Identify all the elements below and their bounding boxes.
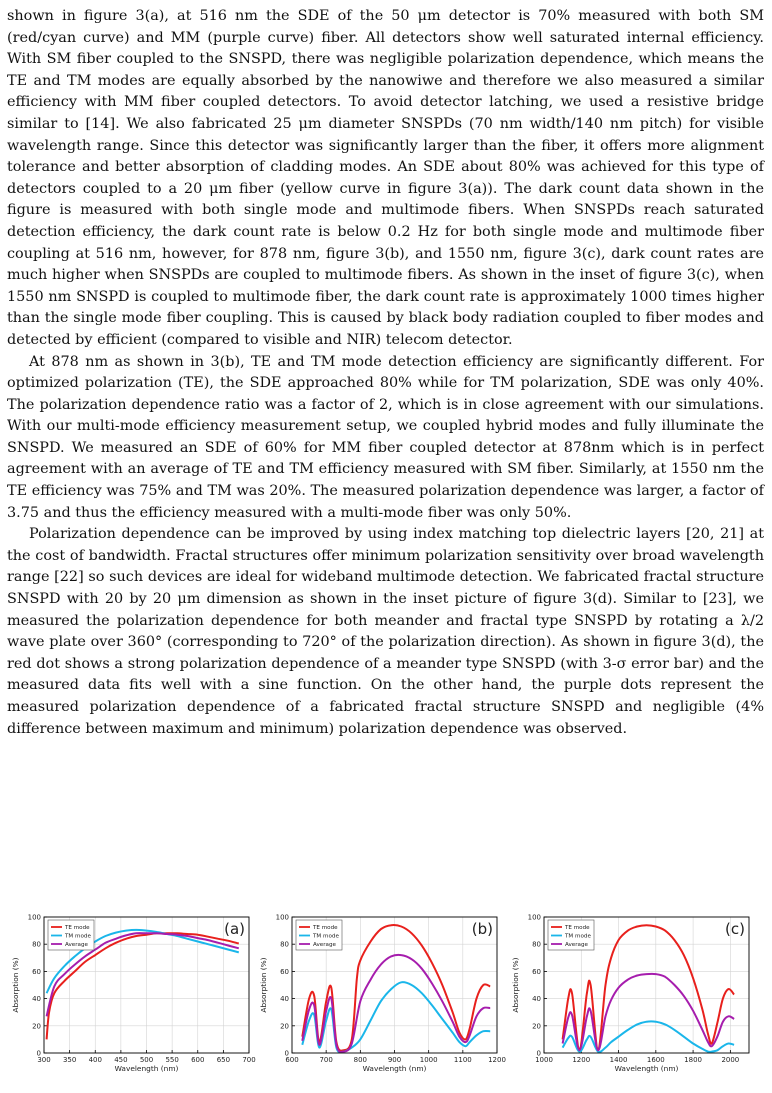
panel-label: (b) — [471, 920, 493, 938]
legend-label: TM mode — [565, 933, 591, 940]
legend-label: Average — [313, 942, 336, 949]
x-tick-label: 600 — [191, 1056, 205, 1064]
legend-label: TM mode — [313, 933, 339, 940]
chart-panel-a — [4, 905, 262, 1085]
y-tick-label: 40 — [280, 995, 289, 1004]
y-tick-label: 100 — [27, 913, 41, 922]
panel-label: (c) — [725, 920, 745, 938]
x-tick-label: 1100 — [453, 1056, 472, 1064]
paragraph-1: shown in figure 3(a), at 516 nm the SDE of the 50 μm detector is 70% measured with both SM (red/cyan curve) and MM (purple curve) fiber. All detectors show well saturated internal efficiency. With SM fiber coupled to the SNSPD, there was negligible polarization dependence, which means the TE and TM modes are equally absorbed by the nanowiwe and therefore we also measured a similar efficiency with MM fiber coupled detectors. To avoid detector latching, we used a resistive bridge similar to [14]. We also fabricated 25 μm diameter SNSPDs (70 nm width/140 nm pitch) for visible wavelength range. Since this detector was significantly larger than the fiber, it offers more alignment tolerance and better absorption of cladding modes. An SDE about 80% was achieved for this type of detectors coupled to a 20 μm fiber (yellow curve in figure 3(a)). The dark count data shown in the figure is measured with both single mode and multimode fibers. When SNSPDs reach saturated detection efficiency, the dark count rate is below 0.2 Hz for both single mode and multimode fiber coupling at 516 nm, however, for 878 nm, figure 3(b), and 1550 nm, figure 3(c), dark count rates are much higher when SNSPDs are coupled to multimode fibers. As shown in the inset of figure 3(c), when 1550 nm SNSPD is coupled to multimode fiber, the dark count rate is approximately 1000 times higher than the single mode fiber coupling. This is caused by black body radiation coupled to fiber modes and detected by efficient (compared to visible and NIR) telecom detector. — [7, 8, 764, 348]
paragraph-2: At 878 nm as shown in 3(b), TE and TM mode detection efficiency are significantly different. For optimized polarization (TE), the SDE approached 80% while for TM polarization, SDE was only 40%. The polarization dependence ratio was a factor of 2, which is in close agreement with our simulations. With our multi-mode efficiency measurement setup, we coupled hybrid modes and fully illuminate the SNSPD. We measured an SDE of 60% for MM fiber coupled detector at 878nm which is in perfect agreement with an average of TE and TM efficiency measured with SM fiber. Similarly, at 1550 nm the TE efficiency was 75% and TM was 20%. The measured polarization dependence was larger, a factor of 3.75 and thus the efficiency measured with a multi-mode fiber was only 50%. — [7, 353, 764, 521]
y-tick-label: 0 — [536, 1049, 541, 1058]
y-tick-label: 0 — [36, 1049, 41, 1058]
x-tick-label: 1000 — [419, 1056, 438, 1064]
y-tick-label: 60 — [280, 967, 289, 976]
y-tick-label: 60 — [32, 967, 41, 976]
figure-3-panels — [0, 905, 772, 1085]
x-tick-label: 650 — [216, 1056, 231, 1064]
chart-panel-b — [252, 905, 510, 1085]
x-tick-label: 2000 — [721, 1056, 740, 1064]
y-tick-label: 80 — [280, 940, 289, 949]
legend-label: Average — [65, 942, 88, 949]
x-tick-label: 900 — [387, 1056, 402, 1064]
x-tick-label: 400 — [88, 1056, 102, 1064]
y-axis-label: Absorption (%) — [511, 957, 520, 1013]
x-tick-label: 1800 — [684, 1056, 703, 1064]
x-tick-label: 1000 — [535, 1056, 553, 1064]
y-axis-label: Absorption (%) — [11, 957, 20, 1013]
y-tick-label: 40 — [532, 995, 541, 1004]
x-axis-label: Wavelength (nm) — [614, 1064, 679, 1073]
y-tick-label: 100 — [527, 913, 541, 922]
legend-label: TE mode — [565, 925, 590, 932]
x-tick-label: 350 — [62, 1056, 77, 1064]
y-tick-label: 80 — [32, 940, 41, 949]
x-tick-label: 1200 — [572, 1056, 591, 1064]
y-tick-label: 20 — [532, 1022, 541, 1031]
x-tick-label: 300 — [37, 1056, 51, 1064]
body-text — [7, 6, 764, 740]
x-tick-label: 700 — [242, 1056, 256, 1064]
legend-label: Average — [565, 942, 588, 949]
y-tick-label: 60 — [532, 967, 541, 976]
x-tick-label: 600 — [285, 1056, 299, 1064]
x-tick-label: 1200 — [488, 1056, 506, 1064]
x-tick-label: 1400 — [609, 1056, 628, 1064]
series-line-tm-mode — [302, 982, 490, 1052]
x-tick-label: 800 — [353, 1056, 368, 1064]
y-tick-label: 100 — [275, 913, 289, 922]
legend-label: TE mode — [313, 925, 338, 932]
x-axis-label: Wavelength (nm) — [362, 1064, 427, 1073]
y-tick-label: 20 — [32, 1022, 41, 1031]
chart-panel-c — [504, 905, 762, 1085]
x-axis-label: Wavelength (nm) — [114, 1064, 179, 1073]
x-tick-label: 1600 — [646, 1056, 665, 1064]
paragraph-3: Polarization dependence can be improved by using index matching top dielectric layers [20, 21] at the cost of bandwidth. Fractal structures offer minimum polarization sensitivity over broad wavelength range [22] so such devices are ideal for wideband multimode detection. We fabricated fractal structure SNSPD with 20 by 20 μm dimension as shown in the inset picture of figure 3(d). Similar to [23], we measured the polarization dependence for both meander and fractal type SNSPD by rotating a λ/2 wave plate over 360° (corresponding to 720° of the polarization direction). As shown in figure 3(d), the red dot shows a strong polarization dependence of a meander type SNSPD (with 3-σ error bar) and the measured data fits well with a sine function. On the other hand, the purple dots represent the measured polarization dependence of a fabricated fractal structure SNSPD and negligible (4% difference between maximum and minimum) polarization dependence was observed. — [7, 526, 764, 737]
y-tick-label: 0 — [284, 1049, 289, 1058]
x-tick-label: 550 — [165, 1056, 179, 1064]
x-tick-label: 500 — [139, 1056, 154, 1064]
y-axis-label: Absorption (%) — [259, 957, 268, 1013]
x-tick-label: 700 — [319, 1056, 333, 1064]
panel-label: (a) — [224, 920, 245, 938]
y-tick-label: 40 — [32, 995, 41, 1004]
y-tick-label: 80 — [532, 940, 541, 949]
legend-label: TM mode — [65, 933, 91, 940]
x-tick-label: 450 — [114, 1056, 128, 1064]
legend-label: TE mode — [65, 925, 90, 932]
y-tick-label: 20 — [280, 1022, 289, 1031]
